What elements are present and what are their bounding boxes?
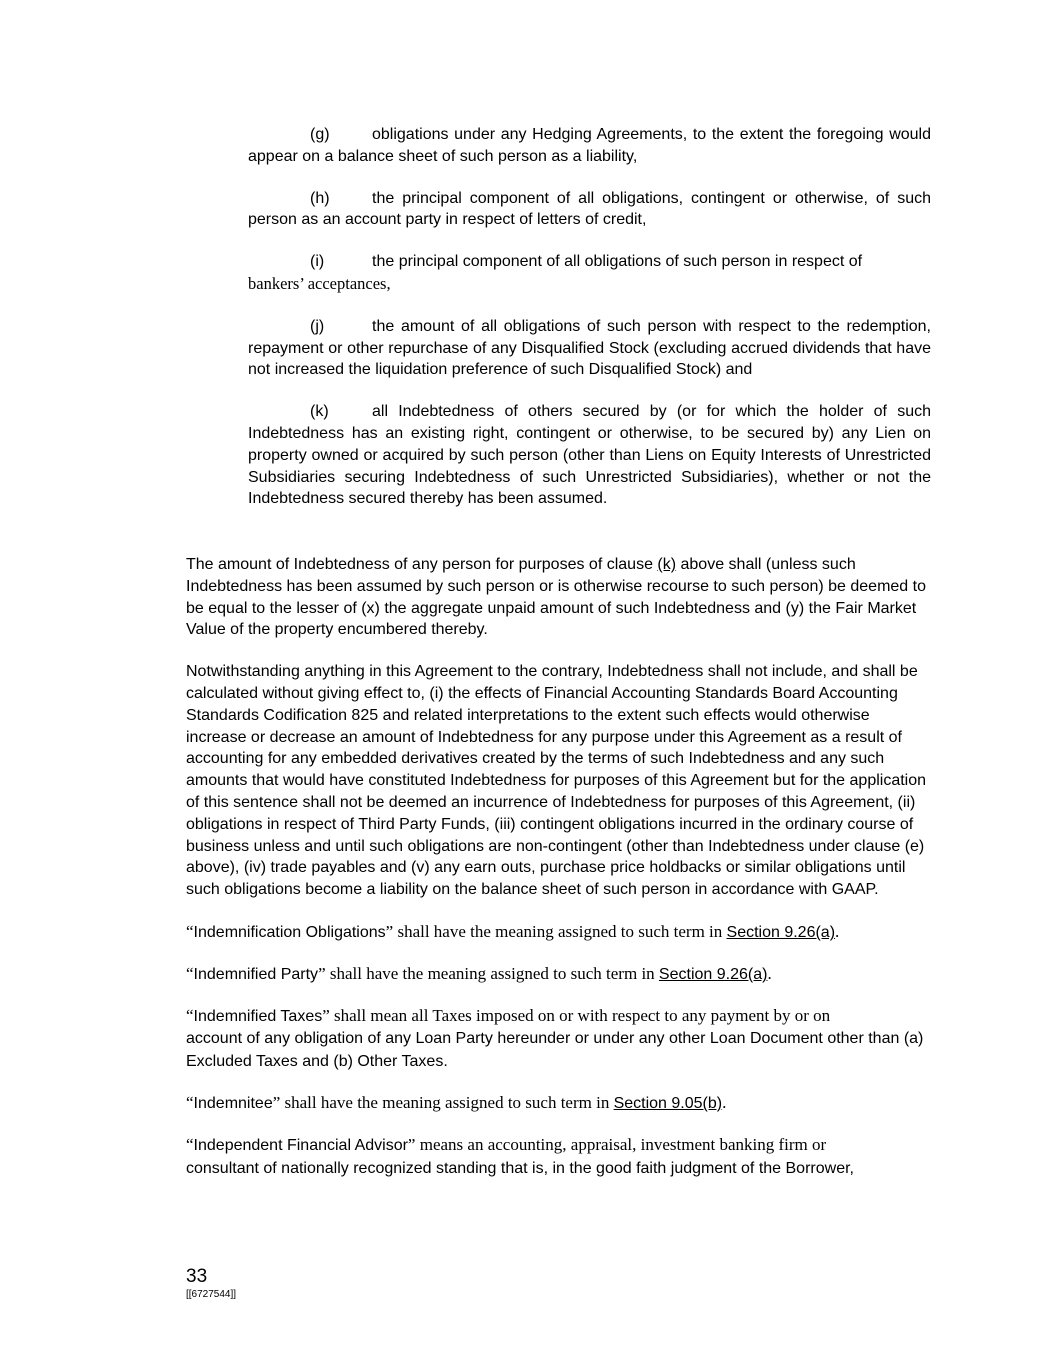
defined-term: Indemnified Party [193, 965, 319, 983]
section-reference: Section 9.26(a) [726, 923, 836, 941]
open-quote: “ [186, 1134, 194, 1154]
definition-indemnitee [186, 1092, 931, 1115]
definition-end: . [835, 921, 840, 941]
clause-h [248, 188, 931, 232]
clause-text: all Indebtedness of others secured by (or for which the holder of such Indebtedness has an existing right, contingent or otherwise, to be secured by) any Lien on property owned or acquired by such person (other than Liens on Equity Interests of Unrestricted Subsidiaries securing Indebtedness of such Unrestricted Subsidiaries), whether or not the Indebtedness secured thereby has been assumed. [248, 403, 931, 508]
clause-k [248, 401, 931, 510]
clause-text: the principal component of all obligations of such person in respect of [372, 253, 863, 271]
paragraph-amount-of-indebtedness [186, 554, 931, 641]
paragraph-text: The amount of Indebtedness of any person for purposes of clause [186, 556, 658, 573]
close-quote: ” [318, 963, 330, 983]
definition-text-continued: account of any obligation of any Loan Party hereunder or under any other Loan Document other than (a) Excluded Taxes and (b) Other Taxes. [186, 1030, 924, 1071]
section-reference: Section 9.05(b) [613, 1094, 723, 1112]
close-quote: ” [322, 1005, 335, 1025]
clause-reference-link: (k) [657, 556, 677, 573]
definition-end: . [767, 963, 772, 983]
paragraph-notwithstanding: Notwithstanding anything in this Agreement to the contrary, Indebtedness shall not include, and shall be calculated without giving effect to, (i) the effects of Financial Accounting Standards Board Accounting Standards Codification 825 and related interpretations to the extent such effects would otherwise increase or decrease an amount of Indebtedness for any purpose under this Agreement as a result of accounting for any embedded derivatives created by the terms of such Indebtedness and any such amounts that would have constituted Indebtedness for purposes of this Agreement but for the application of this sentence shall not be deemed an incurrence of Indebtedness for purposes of this Agreement, (ii) obligations in respect of Third Party Funds, (iii) contingent obligations incurred in the ordinary course of business unless and until such obligations are non-contingent (other than Indebtedness under clause (e) above), (iv) trade payables and (v) any earn outs, purchase price holdbacks or similar obligations until such obligations become a liability on the balance sheet of such person in accordance with GAAP. [186, 663, 927, 899]
open-quote: “ [186, 1005, 194, 1025]
clause-text-continued: bankers’ acceptances, [248, 273, 391, 293]
definition-indemnification-obligations [186, 921, 931, 944]
definition-independent-financial-advisor [186, 1134, 931, 1180]
paragraph-text: above shall (unless such Indebtedness has been assumed by such person or is otherwise recourse to such person) be deemed to be equal to the lesser of (x) the aggregate unpaid amount of such Indebtedness and (y) the Fair Market Value of the property encumbered thereby. [186, 556, 926, 639]
indebtedness-clauses [248, 124, 931, 530]
open-quote: “ [186, 963, 194, 983]
page-footer [186, 1266, 236, 1302]
open-quote: “ [186, 1092, 194, 1112]
document-id: [[6727544]] [186, 1289, 237, 1300]
clause-i [248, 251, 931, 296]
close-quote: ” [385, 921, 398, 941]
defined-term: Indemnitee [193, 1094, 273, 1112]
clause-label: (k) [310, 403, 329, 421]
definition-text: shall mean all Taxes imposed on or with respect to any payment by or on [334, 1005, 831, 1025]
clause-label: (g) [310, 126, 330, 143]
clause-text: the amount of all obligations of such person with respect to the redemption, repayment or other repurchase of any Disqualified Stock (excluding accrued dividends that have not increased the liquidation preference of such Disqualified Stock) and [248, 317, 931, 379]
definition-indemnified-taxes [186, 1005, 931, 1073]
open-quote: “ [186, 921, 194, 941]
definition-text: shall have the meaning assigned to such term in [284, 1092, 614, 1112]
clause-text: the principal component of all obligations, contingent or otherwise, of such person as an account party in respect of letters of credit, [248, 189, 931, 229]
clause-j [248, 316, 931, 381]
definition-text-continued: consultant of nationally recognized standing that is, in the good faith judgment of the Borrower, [186, 1159, 854, 1177]
close-quote: ” [407, 1134, 420, 1154]
clause-label: (i) [310, 253, 325, 271]
page-number: 33 [186, 1266, 208, 1287]
definition-text: shall have the meaning assigned to such term in [329, 963, 659, 983]
clause-label: (j) [310, 317, 325, 335]
clause-g [248, 124, 931, 168]
defined-term: Indemnified Taxes [193, 1007, 323, 1025]
clause-label: (h) [310, 189, 330, 207]
section-reference: Section 9.26(a) [658, 965, 768, 983]
defined-term: Indemnification Obligations [193, 923, 386, 941]
defined-term: Independent Financial Advisor [193, 1136, 408, 1154]
clause-text: obligations under any Hedging Agreements, to the extent the foregoing would appear on a balance sheet of such person as a liability, [248, 126, 931, 165]
definition-indemnified-party [186, 963, 931, 986]
definition-text: shall have the meaning assigned to such term in [397, 921, 727, 941]
close-quote: ” [272, 1092, 285, 1112]
document-body [186, 554, 931, 1198]
definition-end: . [722, 1092, 727, 1112]
definition-text: means an accounting, appraisal, investment banking firm or [419, 1134, 827, 1154]
